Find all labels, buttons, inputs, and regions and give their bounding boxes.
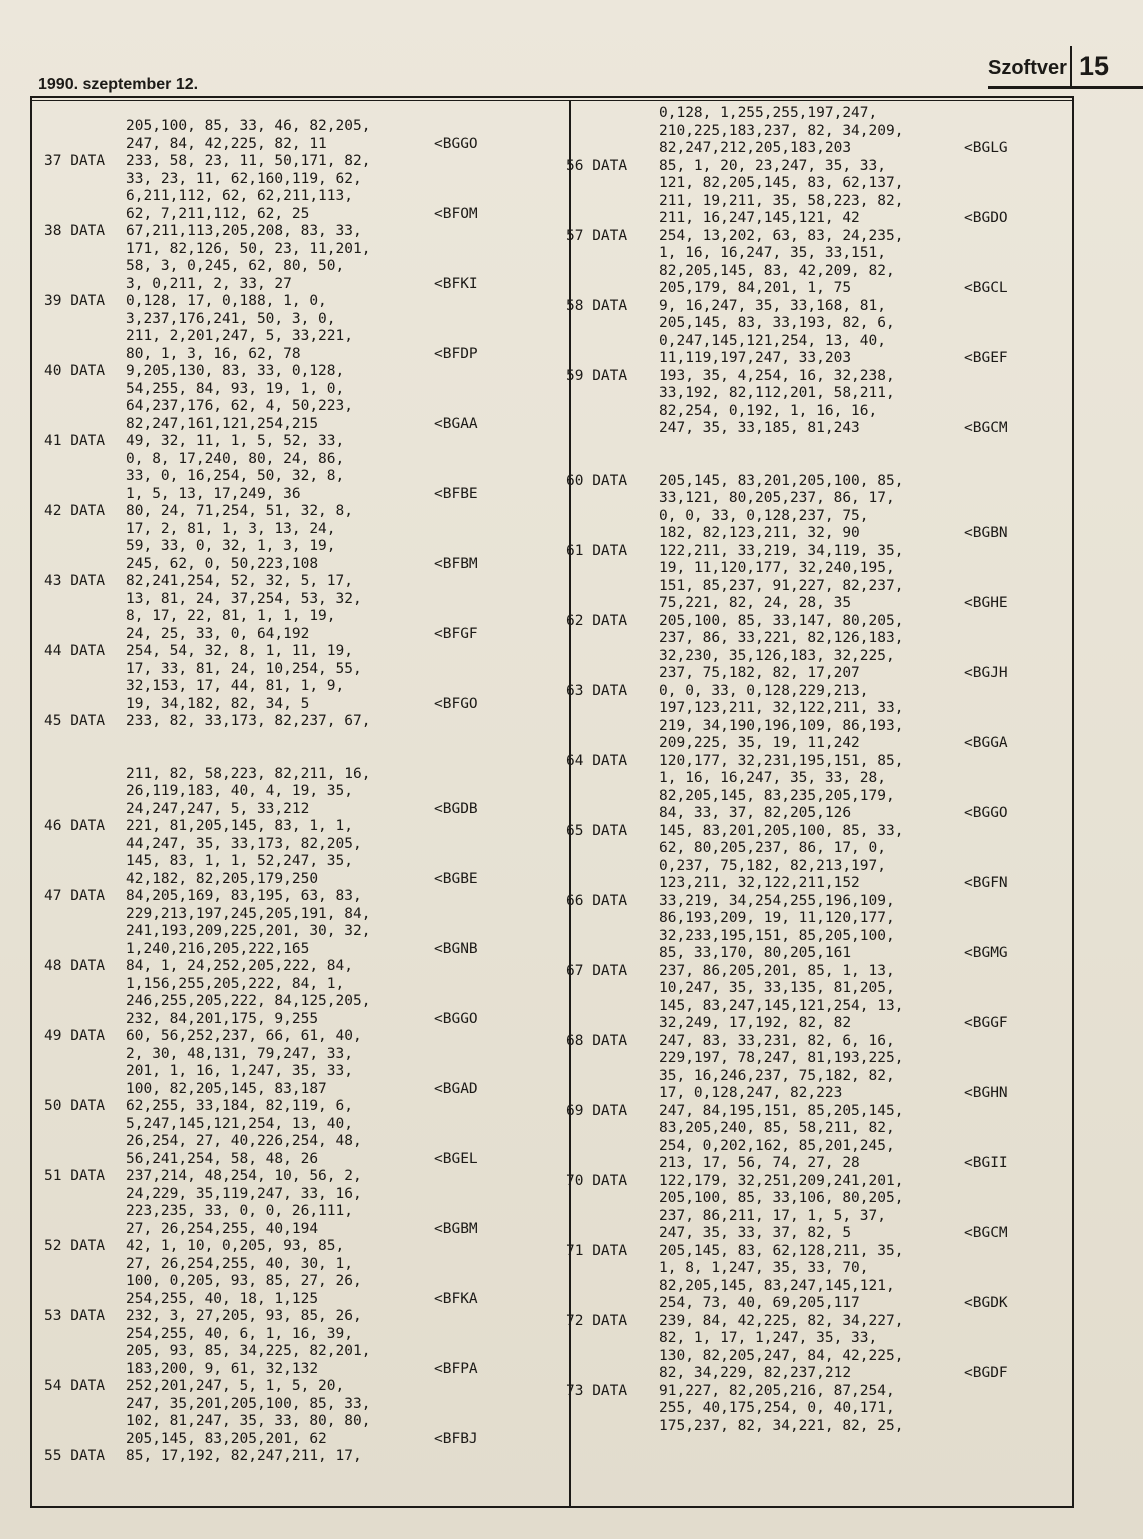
data-values: 232, 3, 27,205, 93, 85, 26, [126, 1308, 362, 1324]
data-values: 35, 16,246,237, 75,182, 82, [659, 1067, 895, 1084]
data-values: 84,205,169, 83,195, 63, 83, [126, 888, 362, 904]
data-values: 182, 82,123,211, 32, 90 [659, 525, 860, 541]
checksum-code: <BFOM [434, 205, 478, 222]
frame-double-rule [30, 100, 1074, 101]
line-number-label: 72 DATA [566, 1312, 628, 1329]
data-values: 1,156,255,205,222, 84, 1, [126, 975, 345, 992]
checksum-code: <BFBJ [434, 1430, 478, 1447]
page-number: 15 [1079, 51, 1110, 81]
data-values: 60, 56,252,237, 66, 61, 40, [126, 1028, 362, 1044]
checksum-code: <BFBM [434, 555, 478, 572]
data-values: 201, 1, 16, 1,247, 35, 33, [126, 1063, 353, 1079]
data-values: 205, 93, 85, 34,225, 82,201, [126, 1343, 371, 1359]
data-values: 82, 34,229, 82,237,212 [659, 1365, 852, 1381]
data-values: 237, 75,182, 82, 17,207 [659, 665, 860, 681]
data-values: 247, 84, 42,225, 82, 11 [126, 135, 327, 152]
data-values: 32,153, 17, 44, 81, 1, 9, [126, 678, 345, 694]
line-number-label: 55 DATA [44, 1448, 106, 1464]
data-values: 62,255, 33,184, 82,119, 6, [126, 1098, 353, 1114]
checksum-code: <BFGF [434, 625, 478, 642]
line-number-label: 61 DATA [566, 542, 628, 559]
data-values: 33,192, 82,112,201, 58,211, [659, 385, 895, 401]
checksum-code: <BGBE [434, 870, 478, 887]
data-values: 239, 84, 42,225, 82, 34,227, [659, 1312, 904, 1329]
line-number-label: 57 DATA [566, 227, 628, 244]
checksum-code: <BGBM [434, 1220, 478, 1237]
data-values: 9, 16,247, 35, 33,168, 81, [659, 297, 886, 314]
line-number-label: 40 DATA [44, 363, 106, 379]
data-values: 237, 86, 33,221, 82,126,183, [659, 630, 904, 646]
line-number-label: 64 DATA [566, 752, 628, 769]
checksum-code: <BFBE [434, 485, 478, 502]
checksum-code: <BGHE [964, 595, 1008, 611]
data-values: 1, 16, 16,247, 35, 33,151, [659, 245, 886, 261]
line-number-label: 73 DATA [566, 1382, 628, 1399]
line-number-label: 62 DATA [566, 612, 628, 629]
data-values: 49, 32, 11, 1, 5, 52, 33, [126, 433, 345, 449]
data-values: 3, 0,211, 2, 33, 27 [126, 275, 292, 292]
data-values: 254, 13,202, 63, 83, 24,235, [659, 227, 904, 244]
data-values: 1,240,216,205,222,165 [126, 940, 310, 957]
checksum-code: <BGDO [964, 210, 1008, 226]
data-values: 233, 58, 23, 11, 50,171, 82, [126, 153, 371, 169]
data-values: 252,201,247, 5, 1, 5, 20, [126, 1378, 345, 1394]
data-values: 247, 35, 33, 37, 82, 5 [659, 1225, 852, 1241]
data-values: 175,237, 82, 34,221, 82, 25, [659, 1417, 904, 1434]
data-values: 85, 17,192, 82,247,211, 17, [126, 1448, 362, 1464]
data-values: 205,145, 83, 33,193, 82, 6, [659, 315, 895, 331]
checksum-code: <BGCL [964, 280, 1008, 296]
line-number-label: 66 DATA [566, 892, 628, 909]
data-values: 254, 54, 32, 8, 1, 11, 19, [126, 643, 353, 659]
data-values: 254, 0,202,162, 85,201,245, [659, 1137, 895, 1154]
data-values: 145, 83, 1, 1, 52,247, 35, [126, 853, 353, 869]
data-values: 82,254, 0,192, 1, 16, 16, [659, 402, 878, 419]
data-values: 42,182, 82,205,179,250 [126, 870, 319, 887]
data-values: 17, 2, 81, 1, 3, 13, 24, [126, 520, 336, 537]
line-number-label: 51 DATA [44, 1168, 106, 1184]
data-values: 102, 81,247, 35, 33, 80, 80, [126, 1413, 371, 1429]
data-values: 27, 26,254,255, 40,194 [126, 1220, 319, 1237]
data-values: 229,197, 78,247, 81,193,225, [659, 1050, 904, 1066]
data-values: 145, 83,247,145,121,254, 13, [659, 997, 904, 1014]
checksum-code: <BGMG [964, 945, 1008, 961]
data-values: 44,247, 35, 33,173, 82,205, [126, 835, 362, 852]
data-values: 91,227, 82,205,216, 87,254, [659, 1382, 895, 1399]
data-values: 32,233,195,151, 85,205,100, [659, 927, 895, 944]
data-values: 19, 11,120,177, 32,240,195, [659, 560, 895, 576]
data-values: 62, 80,205,237, 86, 17, 0, [659, 840, 886, 856]
data-values: 84, 33, 37, 82,205,126 [659, 805, 852, 821]
data-values: 122,211, 33,219, 34,119, 35, [659, 542, 904, 559]
data-values: 58, 3, 0,245, 62, 80, 50, [126, 258, 345, 274]
data-values: 75,221, 82, 24, 28, 35 [659, 595, 852, 611]
data-values: 254,255, 40, 18, 1,125 [126, 1290, 319, 1307]
checksum-code: <BGNB [434, 940, 478, 957]
data-values: 11,119,197,247, 33,203 [659, 350, 852, 366]
data-values: 247, 84,195,151, 85,205,145, [659, 1102, 904, 1119]
data-values: 205,100, 85, 33, 46, 82,205, [126, 118, 371, 134]
checksum-code: <BGII [964, 1155, 1008, 1171]
checksum-code: <BGEL [434, 1150, 478, 1167]
data-values: 213, 17, 56, 74, 27, 28 [659, 1155, 860, 1171]
checksum-code: <BGAA [434, 415, 478, 432]
data-values: 9,205,130, 83, 33, 0,128, [126, 363, 345, 379]
line-number-label: 58 DATA [566, 297, 628, 314]
data-values: 237,214, 48,254, 10, 56, 2, [126, 1168, 362, 1184]
data-values: 100, 82,205,145, 83,187 [126, 1080, 327, 1097]
data-values: 1, 5, 13, 17,249, 36 [126, 485, 301, 502]
data-values: 211, 2,201,247, 5, 33,221, [126, 328, 353, 344]
data-values: 120,177, 32,231,195,151, 85, [659, 752, 904, 769]
data-values: 100, 0,205, 93, 85, 27, 26, [126, 1273, 362, 1289]
data-values: 59, 33, 0, 32, 1, 3, 19, [126, 538, 336, 554]
data-values: 247, 35,201,205,100, 85, 33, [126, 1395, 371, 1412]
data-values: 193, 35, 4,254, 16, 32,238, [659, 367, 895, 384]
line-number-label: 48 DATA [44, 958, 106, 974]
checksum-code: <BFDP [434, 345, 478, 362]
data-values: 24,247,247, 5, 33,212 [126, 800, 310, 817]
data-values: 2, 30, 48,131, 79,247, 33, [126, 1045, 353, 1062]
data-values: 5,247,145,121,254, 13, 40, [126, 1115, 353, 1132]
checksum-code: <BGJH [964, 665, 1008, 681]
data-values: 205,100, 85, 33,147, 80,205, [659, 612, 904, 629]
data-values: 54,255, 84, 93, 19, 1, 0, [126, 380, 345, 397]
data-values: 211, 16,247,145,121, 42 [659, 210, 860, 226]
checksum-code: <BGGF [964, 1015, 1008, 1031]
data-values: 3,237,176,241, 50, 3, 0, [126, 310, 336, 327]
line-number-label: 38 DATA [44, 223, 106, 239]
data-values: 0, 0, 33, 0,128,229,213, [659, 682, 869, 699]
data-values: 0,247,145,121,254, 13, 40, [659, 332, 886, 349]
data-values: 205,145, 83, 62,128,211, 35, [659, 1242, 904, 1259]
issue-date: 1990. szeptember 12. [38, 76, 199, 93]
data-values: 82,205,145, 83,247,145,121, [659, 1277, 895, 1294]
checksum-code: <BFGO [434, 695, 478, 712]
checksum-code: <BGLG [964, 140, 1008, 156]
line-number-label: 67 DATA [566, 962, 628, 979]
line-number-label: 49 DATA [44, 1028, 106, 1044]
data-values: 211, 82, 58,223, 82,211, 16, [126, 765, 371, 782]
data-values: 26,254, 27, 40,226,254, 48, [126, 1133, 362, 1149]
line-number-label: 65 DATA [566, 822, 628, 839]
checksum-code: <BGCM [964, 1225, 1008, 1241]
line-number-label: 71 DATA [566, 1242, 628, 1259]
data-values: 82,205,145, 83, 42,209, 82, [659, 262, 895, 279]
data-values: 85, 1, 20, 23,247, 35, 33, [659, 157, 886, 174]
checksum-code: <BFPA [434, 1360, 478, 1377]
checksum-code: <BGGA [964, 735, 1008, 751]
data-values: 0,128, 1,255,255,197,247, [659, 105, 878, 121]
data-values: 82,241,254, 52, 32, 5, 17, [126, 573, 353, 589]
data-values: 82,247,161,121,254,215 [126, 415, 319, 432]
checksum-code: <BGGO [434, 135, 478, 152]
data-values: 223,235, 33, 0, 0, 26,111, [126, 1203, 353, 1219]
checksum-code: <BGDK [964, 1295, 1008, 1311]
data-values: 123,211, 32,122,211,152 [659, 875, 860, 891]
line-number-label: 45 DATA [44, 713, 106, 729]
data-values: 121, 82,205,145, 83, 62,137, [659, 175, 904, 191]
data-values: 247, 35, 33,185, 81,243 [659, 420, 860, 436]
data-values: 0, 8, 17,240, 80, 24, 86, [126, 450, 345, 467]
data-values: 232, 84,201,175, 9,255 [126, 1010, 319, 1027]
data-values: 24,229, 35,119,247, 33, 16, [126, 1185, 362, 1202]
header-divider [1070, 46, 1072, 88]
data-values: 205,145, 83,201,205,100, 85, [659, 472, 904, 489]
data-values: 24, 25, 33, 0, 64,192 [126, 625, 310, 642]
data-values: 197,123,211, 32,122,211, 33, [659, 700, 904, 716]
line-number-label: 39 DATA [44, 293, 106, 309]
checksum-code: <BGCM [964, 420, 1008, 436]
data-values: 85, 33,170, 80,205,161 [659, 945, 852, 961]
data-values: 183,200, 9, 61, 32,132 [126, 1360, 319, 1377]
data-values: 205,145, 83,205,201, 62 [126, 1430, 327, 1447]
line-number-label: 43 DATA [44, 573, 106, 589]
data-values: 221, 81,205,145, 83, 1, 1, [126, 818, 353, 834]
data-values: 42, 1, 10, 0,205, 93, 85, [126, 1238, 345, 1254]
checksum-code: <BGHN [964, 1085, 1008, 1101]
data-values: 211, 19,211, 35, 58,223, 82, [659, 192, 904, 209]
data-values: 0, 0, 33, 0,128,237, 75, [659, 507, 869, 524]
checksum-code: <BGGO [434, 1010, 478, 1027]
data-values: 233, 82, 33,173, 82,237, 67, [126, 713, 371, 729]
data-values: 80, 24, 71,254, 51, 32, 8, [126, 503, 353, 519]
data-values: 67,211,113,205,208, 83, 33, [126, 223, 362, 239]
line-number-label: 56 DATA [566, 157, 628, 174]
data-values: 209,225, 35, 19, 11,242 [659, 735, 860, 751]
line-number-label: 52 DATA [44, 1238, 106, 1254]
line-number-label: 42 DATA [44, 503, 106, 519]
data-values: 245, 62, 0, 50,223,108 [126, 555, 319, 572]
data-values: 17, 0,128,247, 82,223 [659, 1085, 843, 1101]
data-values: 32,230, 35,126,183, 32,225, [659, 647, 895, 664]
data-values: 237, 86,205,201, 85, 1, 13, [659, 962, 895, 979]
line-number-label: 70 DATA [566, 1172, 628, 1189]
data-values: 254, 73, 40, 69,205,117 [659, 1295, 860, 1311]
checksum-code: <BFKA [434, 1290, 478, 1307]
data-values: 247, 83, 33,231, 82, 6, 16, [659, 1032, 895, 1049]
line-number-label: 69 DATA [566, 1102, 628, 1119]
data-values: 6,211,112, 62, 62,211,113, [126, 188, 353, 204]
data-values: 27, 26,254,255, 40, 30, 1, [126, 1255, 353, 1272]
data-values: 1, 8, 1,247, 35, 33, 70, [659, 1260, 869, 1276]
data-values: 145, 83,201,205,100, 85, 33, [659, 822, 904, 839]
data-values: 86,193,209, 19, 11,120,177, [659, 910, 895, 926]
line-number-label: 54 DATA [44, 1378, 106, 1394]
data-values: 0,128, 17, 0,188, 1, 0, [126, 293, 327, 309]
data-values: 82,247,212,205,183,203 [659, 140, 852, 156]
data-values: 237, 86,211, 17, 1, 5, 37, [659, 1207, 886, 1224]
data-values: 82,205,145, 83,235,205,179, [659, 787, 895, 804]
data-values: 33, 0, 16,254, 50, 32, 8, [126, 468, 345, 484]
data-values: 17, 33, 81, 24, 10,254, 55, [126, 660, 362, 677]
data-values: 33,219, 34,254,255,196,109, [659, 892, 895, 909]
data-values: 219, 34,190,196,109, 86,193, [659, 717, 904, 734]
data-values: 1, 16, 16,247, 35, 33, 28, [659, 770, 886, 786]
checksum-code: <BGDB [434, 800, 478, 817]
data-values: 80, 1, 3, 16, 62, 78 [126, 345, 301, 362]
section-title: Szoftver [988, 57, 1067, 79]
data-values: 255, 40,175,254, 0, 40,171, [659, 1400, 895, 1416]
data-values: 33, 23, 11, 62,160,119, 62, [126, 170, 362, 187]
data-values: 10,247, 35, 33,135, 81,205, [659, 980, 895, 996]
checksum-code: <BGEF [964, 350, 1008, 366]
line-number-label: 53 DATA [44, 1308, 106, 1324]
data-values: 8, 17, 22, 81, 1, 1, 19, [126, 608, 336, 624]
line-number-label: 46 DATA [44, 818, 106, 834]
data-values: 82, 1, 17, 1,247, 35, 33, [659, 1330, 878, 1346]
line-number-label: 68 DATA [566, 1032, 628, 1049]
data-values: 205,179, 84,201, 1, 75 [659, 280, 852, 296]
data-values: 33,121, 80,205,237, 86, 17, [659, 490, 895, 506]
data-values: 0,237, 75,182, 82,213,197, [659, 857, 886, 874]
line-number-label: 50 DATA [44, 1098, 106, 1114]
data-values: 151, 85,237, 91,227, 82,237, [659, 577, 904, 594]
data-values: 13, 81, 24, 37,254, 53, 32, [126, 590, 362, 607]
line-number-label: 37 DATA [44, 153, 106, 169]
data-values: 64,237,176, 62, 4, 50,223, [126, 398, 353, 414]
data-values: 56,241,254, 58, 48, 26 [126, 1150, 319, 1167]
data-values: 83,205,240, 85, 58,211, 82, [659, 1120, 895, 1136]
data-values: 246,255,205,222, 84,125,205, [126, 993, 371, 1009]
data-values: 130, 82,205,247, 84, 42,225, [659, 1347, 904, 1364]
data-values: 62, 7,211,112, 62, 25 [126, 205, 310, 222]
data-values: 254,255, 40, 6, 1, 16, 39, [126, 1325, 353, 1342]
checksum-code: <BGDF [964, 1365, 1008, 1381]
data-values: 122,179, 32,251,209,241,201, [659, 1172, 904, 1189]
line-number-label: 47 DATA [44, 888, 106, 904]
line-number-label: 59 DATA [566, 367, 628, 384]
header-rule [988, 86, 1143, 89]
data-values: 205,100, 85, 33,106, 80,205, [659, 1190, 904, 1206]
line-number-label: 63 DATA [566, 682, 628, 699]
data-values: 229,213,197,245,205,191, 84, [126, 905, 371, 922]
data-values: 19, 34,182, 82, 34, 5 [126, 695, 310, 712]
data-values: 26,119,183, 40, 4, 19, 35, [126, 783, 353, 799]
data-values: 171, 82,126, 50, 23, 11,201, [126, 240, 371, 257]
checksum-code: <BGFN [964, 875, 1008, 891]
data-values: 32,249, 17,192, 82, 82 [659, 1015, 852, 1031]
data-values: 241,193,209,225,201, 30, 32, [126, 923, 371, 939]
data-values: 84, 1, 24,252,205,222, 84, [126, 958, 353, 974]
line-number-label: 60 DATA [566, 472, 628, 489]
line-number-label: 44 DATA [44, 643, 106, 659]
checksum-code: <BGAD [434, 1080, 478, 1097]
data-values: 210,225,183,237, 82, 34,209, [659, 122, 904, 139]
checksum-code: <BFKI [434, 275, 478, 292]
checksum-code: <BGGO [964, 805, 1008, 821]
line-number-label: 41 DATA [44, 433, 106, 449]
checksum-code: <BGBN [964, 525, 1008, 541]
